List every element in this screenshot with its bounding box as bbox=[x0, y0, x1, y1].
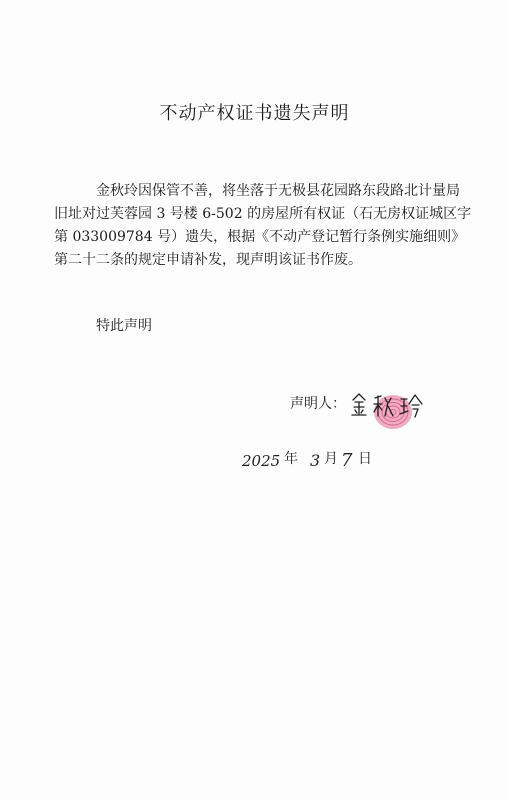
date-day-unit: 日 bbox=[358, 451, 372, 467]
date-month-unit: 月 bbox=[324, 451, 338, 467]
body-line-1-text: 金秋玲因保管不善，将坐落于无极县花园路东段路北计量局 bbox=[96, 183, 460, 199]
body-line-3: 第 033009784 号）遗失，根据《不动产登记暂行条例实施细则》 bbox=[54, 229, 466, 245]
closing-statement bbox=[82, 315, 152, 335]
body-line-4: 第二十二条的规定申请补发，现声明该证书作废。 bbox=[54, 252, 362, 268]
handwritten-signature bbox=[345, 390, 435, 430]
date-year: 2025 bbox=[242, 452, 281, 470]
document-title: 不动产权证书遗失声明 bbox=[159, 103, 350, 124]
date-day: 7 bbox=[341, 450, 353, 471]
declaration-body bbox=[54, 180, 472, 272]
body-line-2: 旧址对过芙蓉园 3 号楼 6-502 的房屋所有权证（石无房权证城区字 bbox=[54, 206, 472, 222]
handwritten-date bbox=[240, 444, 380, 474]
body-line-1 bbox=[82, 180, 460, 203]
date-year-unit: 年 bbox=[284, 451, 298, 467]
date-month: 3 bbox=[310, 451, 321, 470]
date-handwriting bbox=[240, 444, 380, 474]
declarant-label: 声明人： bbox=[290, 396, 346, 412]
closing-text: 特此声明 bbox=[96, 318, 152, 334]
